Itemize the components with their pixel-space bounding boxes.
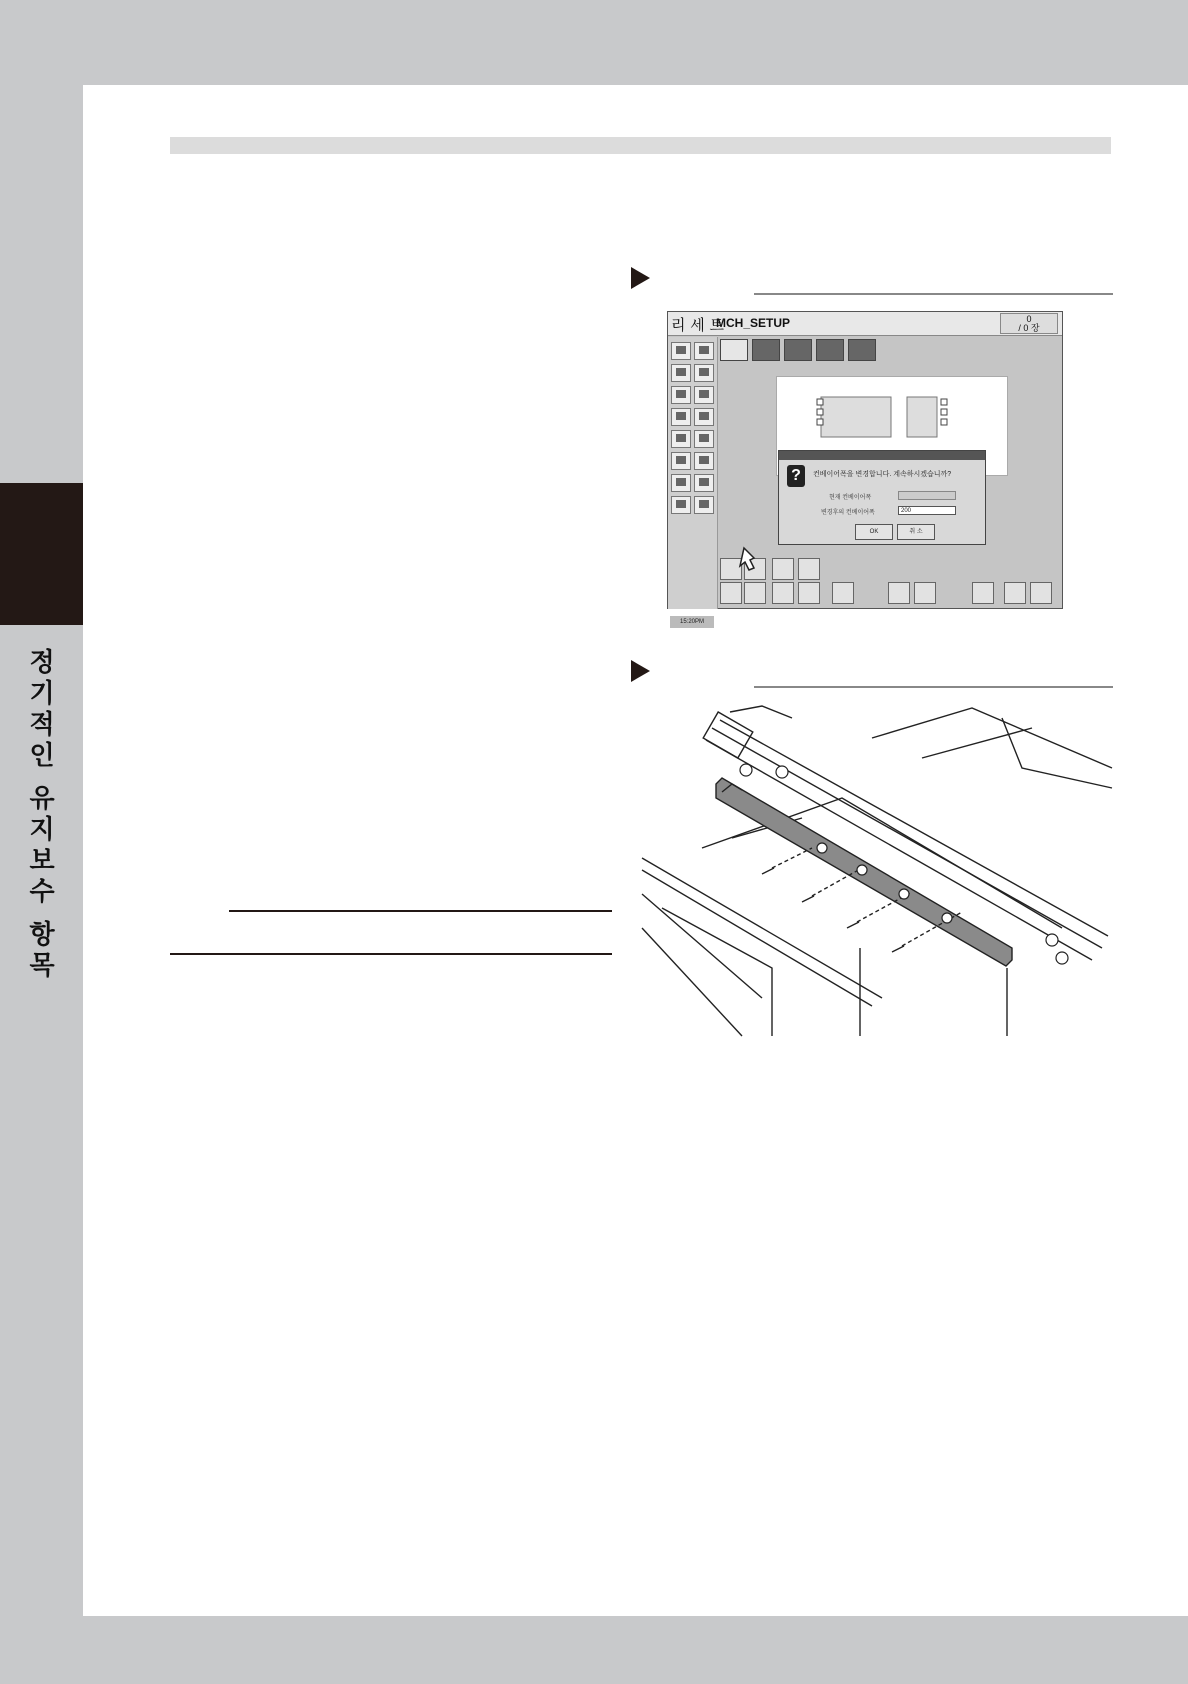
function-button[interactable] [914,582,936,604]
toolbar-icon[interactable] [694,474,714,492]
question-icon: ? [787,465,805,487]
toolbar-icon[interactable] [671,342,691,360]
counter-value: 0 [1026,314,1032,324]
toolbar-icon[interactable] [671,496,691,514]
chapter-side-title [20,648,64,982]
triangle-bullet-icon [631,660,650,682]
toolbar-icon[interactable] [671,364,691,382]
function-button[interactable] [832,582,854,604]
toolbar-icon[interactable] [694,408,714,426]
confirm-dialog [778,450,986,545]
function-button[interactable] [972,582,994,604]
function-button[interactable] [1004,582,1026,604]
function-button[interactable] [744,582,766,604]
function-button[interactable] [798,582,820,604]
side-title-line-1: 정기적인 [29,648,55,771]
toolbar-icon[interactable] [671,430,691,448]
header-bar [170,137,1111,154]
function-button[interactable] [720,582,742,604]
side-title-line-3: 항목 [29,920,55,981]
toolbar-icon[interactable] [694,430,714,448]
toolbar-icon[interactable] [694,364,714,382]
current-width-label: 현재 컨베이어폭 [829,495,872,501]
caption-rule [754,686,1113,688]
chapter-tab-marker [0,483,83,625]
new-width-label: 변경후의 컨베이어폭 [821,510,875,516]
section-rule [229,910,612,912]
function-button[interactable] [772,582,794,604]
machine-screen-screenshot [667,311,1063,625]
screen-toolbar [668,337,718,625]
dialog-header [779,451,985,460]
function-button[interactable] [888,582,910,604]
toolbar-icon[interactable] [671,408,691,426]
side-title-line-2: 유지보수 [29,784,55,907]
caption-rule [754,293,1113,295]
screen-clock: 15:20PM [670,616,714,628]
screen-title: 리 세 트 [671,316,725,334]
toolbar-icon[interactable] [694,342,714,360]
tab-2[interactable] [752,339,780,361]
function-button[interactable] [798,558,820,580]
program-name: MCH_SETUP [716,316,791,330]
current-width-field [898,491,956,500]
function-button[interactable] [1030,582,1052,604]
tab-conveyor[interactable] [720,339,748,361]
screen-titlebar [668,312,1062,336]
tab-4[interactable] [816,339,844,361]
counter-total: / 0 장 [1018,323,1040,333]
tab-5[interactable] [848,339,876,361]
cancel-button[interactable]: 취 소 [897,524,935,540]
toolbar-icon[interactable] [671,386,691,404]
toolbar-icon[interactable] [671,452,691,470]
hand-pointer-icon [730,544,760,574]
toolbar-icon[interactable] [694,386,714,404]
section-rule [170,953,612,955]
ok-button[interactable]: OK [855,524,893,540]
tab-3[interactable] [784,339,812,361]
counter-box [1000,313,1058,334]
new-width-field[interactable]: 200 [898,506,956,515]
toolbar-icon[interactable] [694,452,714,470]
conveyor-rail-drawing [642,698,1112,1036]
triangle-bullet-icon [631,267,650,289]
function-button[interactable] [772,558,794,580]
toolbar-icon[interactable] [671,474,691,492]
dialog-question: 컨베이어폭을 변경합니다. 계속하시겠습니까? [813,471,952,478]
toolbar-icon[interactable] [694,496,714,514]
